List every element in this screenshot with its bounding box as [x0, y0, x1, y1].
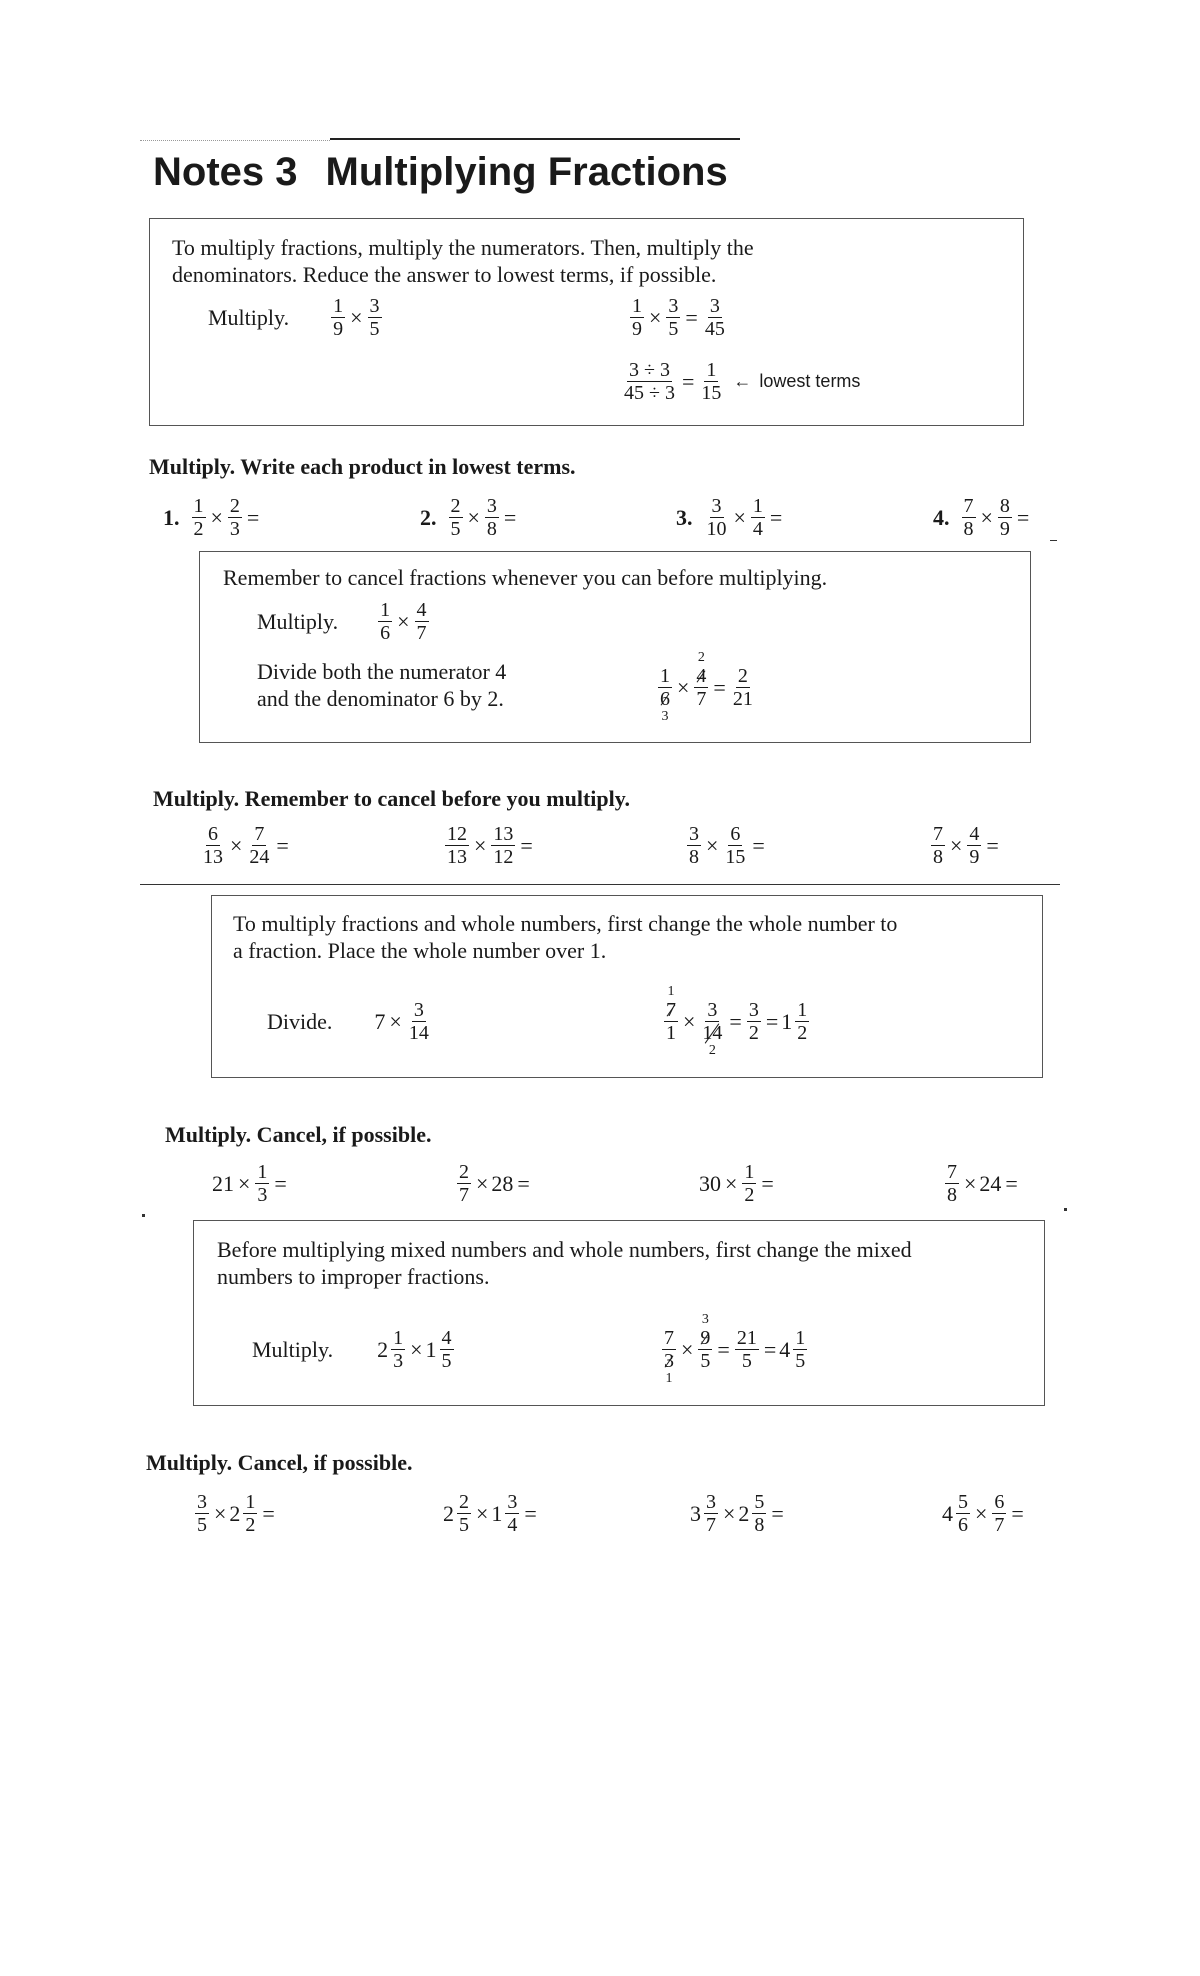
rule-line-1: Before multiplying mixed numbers and whole numbers, first change the mixed [217, 1237, 912, 1262]
equals-sign: = [524, 1500, 537, 1526]
fraction: $\frac{3}{45}$ [704, 295, 725, 340]
equals-sign: = [765, 1008, 779, 1034]
fraction: $\frac{1}{15}$ [701, 359, 722, 404]
equals-sign: = [1016, 504, 1030, 530]
example-problem [208, 296, 384, 339]
times-sign: × [980, 504, 993, 530]
fraction-cancelled: 2 4 7 [696, 650, 707, 710]
fraction: $\frac{1}{9}$ [632, 295, 642, 340]
times-sign: × [214, 1500, 227, 1526]
equals-sign: = [771, 1500, 784, 1526]
fraction: $\frac{3}{14}$ [408, 999, 429, 1044]
fraction: $\frac{3 \div 3}{45 \div 3}$ [624, 359, 675, 404]
fraction: $\frac{3}{8}$ [486, 495, 497, 540]
rule-line-2: numbers to improper fractions. [217, 1264, 490, 1289]
fraction: $\frac{1}{5}$ [795, 1327, 806, 1372]
fraction-cancelled: 1 6 3 [660, 665, 670, 724]
fraction: $\frac{1}{4}$ [752, 495, 763, 540]
example-solution: 7 3 1 × 3 9 5 = $\frac{21}{5}$ = 4 $\frac{1}{5}$ [664, 1312, 806, 1386]
fraction: $\frac{6}{15}$ [725, 823, 746, 868]
rule-text [223, 564, 827, 591]
equals-sign: = [769, 504, 783, 530]
problem-3 [676, 496, 785, 539]
fraction: $\frac{1}{3}$ [257, 1161, 268, 1206]
fraction: $\frac{1}{2}$ [744, 1161, 755, 1206]
stray-mark [1050, 540, 1057, 541]
example-label: Multiply. [257, 608, 339, 634]
stray-mark [1064, 1208, 1067, 1211]
fraction: $\frac{4}{9}$ [969, 823, 980, 868]
fraction: $\frac{1}{3}$ [393, 1327, 404, 1372]
times-sign: × [950, 832, 963, 858]
mixed-problem-3: 3 $\frac{3}{7}$ × 2 $\frac{5}{8}$ = [690, 1491, 784, 1536]
section-divider [140, 884, 1060, 885]
fraction: $\frac{2}{3}$ [229, 495, 240, 540]
mixed-problem-2: 2 $\frac{2}{5}$ × 1 $\frac{3}{4}$ = [443, 1491, 537, 1536]
whole-problem-1: 21 × $\frac{1}{3}$ = [212, 1161, 287, 1206]
fraction: $\frac{3}{7}$ [706, 1491, 716, 1536]
equals-sign: = [681, 368, 695, 394]
fraction: $\frac{2}{5}$ [450, 495, 461, 540]
fraction: $\frac{5}{8}$ [754, 1491, 765, 1536]
times-sign: × [210, 504, 223, 530]
stray-mark [142, 1214, 145, 1217]
fraction-cancelled: 7 3 1 [664, 1327, 674, 1386]
equals-sign: = [986, 832, 999, 858]
equals-sign: = [1011, 1500, 1024, 1526]
rule-text [233, 910, 897, 964]
notes-label: Notes 3 [153, 150, 298, 194]
equals-sign: = [517, 1170, 530, 1196]
fraction: $\frac{3}{2}$ [748, 999, 759, 1044]
section-heading: Multiply. Write each product in lowest terms. [149, 454, 576, 479]
equals-sign: = [503, 504, 517, 530]
cancel-problem-4 [929, 824, 1002, 867]
fraction: $\frac{3}{8}$ [689, 823, 699, 868]
fraction: $\frac{1}{6}$ [380, 599, 391, 644]
whole-problem-4: $\frac{7}{8}$ × 24 = [947, 1161, 1018, 1206]
times-sign: × [474, 832, 487, 858]
title-rule [330, 138, 740, 140]
mixed-problem-1: $\frac{3}{5}$ × 2 $\frac{1}{2}$ = [197, 1491, 275, 1536]
fraction: $\frac{2}{7}$ [459, 1161, 469, 1206]
problem-number: 3. [676, 504, 693, 530]
section-heading: Multiply. Cancel, if possible. [146, 1450, 413, 1475]
example-problem: Multiply. 2 $\frac{1}{3}$ × 1 $\frac{4}{5}$ [252, 1327, 452, 1372]
problem-number: 2. [420, 504, 437, 530]
equals-sign: = [717, 1336, 730, 1362]
problem-1 [163, 496, 262, 539]
rule-line-1: Remember to cancel fractions whenever you can before multiplying. [223, 565, 828, 590]
fraction: $\frac{3}{10}$ [706, 495, 727, 540]
cancel-problem-1 [199, 824, 292, 867]
fraction: $\frac{7}{24}$ [249, 823, 270, 868]
fraction-cancelled: 3 9 5 [700, 1312, 711, 1372]
fraction: $\frac{4}{7}$ [416, 599, 427, 644]
equals-sign: = [262, 1500, 275, 1526]
title-rule-dotted [140, 140, 330, 141]
lowest-terms-note: lowest terms [759, 371, 861, 391]
fraction: $\frac{21}{5}$ [736, 1327, 757, 1372]
equals-sign: = [685, 304, 698, 330]
times-sign: × [230, 832, 243, 858]
fraction: $\frac{7}{8}$ [963, 495, 974, 540]
fraction: $\frac{3}{5}$ [369, 295, 380, 340]
example-label: Divide. [267, 1008, 333, 1034]
times-sign: × [350, 304, 363, 330]
equals-sign: = [752, 832, 765, 858]
rule-line-1: To multiply fractions, multiply the numerators. Then, multiply the [172, 235, 754, 260]
times-sign: × [397, 608, 410, 634]
cancel-problem-3 [685, 824, 768, 867]
section-heading: Multiply. Cancel, if possible. [165, 1122, 432, 1147]
page-title [153, 150, 728, 195]
whole-problem-3: 30 × $\frac{1}{2}$ = [699, 1161, 774, 1206]
equals-sign: = [246, 504, 260, 530]
fraction: $\frac{7}{8}$ [947, 1161, 957, 1206]
cancel-problem-2 [443, 824, 536, 867]
rule-line-1: To multiply fractions and whole numbers, first change the whole number to [233, 911, 898, 936]
fraction: $\frac{2}{21}$ [732, 665, 753, 710]
whole-problem-2: $\frac{2}{7}$ × 28 = [459, 1161, 530, 1206]
rule-text [172, 234, 754, 288]
problem-number: 4. [933, 504, 950, 530]
example-solution [656, 650, 757, 724]
example-label: Multiply. [252, 1336, 334, 1362]
times-sign: × [677, 674, 690, 700]
equals-sign: = [274, 1170, 287, 1196]
times-sign: × [467, 504, 480, 530]
example-explanation [257, 658, 506, 712]
fraction: $\frac{3}{4}$ [507, 1491, 518, 1536]
example-solution: 1 7 1 × 3 14 2 = $\frac{3}{2}$ = 1 $\frac{1}{2}$ [666, 984, 808, 1058]
times-sign: × [733, 504, 746, 530]
fraction: $\frac{2}{5}$ [459, 1491, 469, 1536]
equals-sign: = [761, 1170, 774, 1196]
example-solution-step-1 [628, 296, 729, 339]
explanation-line-1: Divide both the numerator 4 [257, 659, 507, 684]
fraction: $\frac{5}{6}$ [958, 1491, 968, 1536]
times-sign: × [476, 1170, 489, 1196]
problem-4 [933, 496, 1032, 539]
mixed-problem-4: 4 $\frac{5}{6}$ × $\frac{6}{7}$ = [942, 1491, 1024, 1536]
fraction: $\frac{4}{5}$ [441, 1327, 452, 1372]
times-sign: × [238, 1170, 251, 1196]
fraction-cancelled: 1 7 1 [666, 984, 676, 1044]
fraction: $\frac{6}{13}$ [203, 823, 223, 868]
times-sign: × [975, 1500, 988, 1526]
times-sign: × [389, 1008, 402, 1034]
example-problem [257, 600, 431, 643]
example-problem: Divide. 7 × $\frac{3}{14}$ [267, 999, 429, 1044]
title-heading: Multiplying Fractions [325, 150, 728, 194]
equals-sign: = [729, 1008, 742, 1034]
times-sign: × [723, 1500, 736, 1526]
fraction: $\frac{6}{7}$ [994, 1491, 1005, 1536]
fraction: $\frac{1}{9}$ [333, 295, 344, 340]
fraction: $\frac{8}{9}$ [999, 495, 1010, 540]
fraction: $\frac{12}{13}$ [447, 823, 467, 868]
fraction: $\frac{13}{12}$ [493, 823, 514, 868]
rule-line-2: a fraction. Place the whole number over 1. [233, 938, 607, 963]
times-sign: × [649, 304, 662, 330]
times-sign: × [683, 1008, 696, 1034]
problem-number: 1. [163, 504, 180, 530]
fraction-cancelled: 3 14 2 [702, 999, 723, 1058]
times-sign: × [681, 1336, 694, 1362]
times-sign: × [725, 1170, 738, 1196]
times-sign: × [476, 1500, 489, 1526]
section-heading: Multiply. Remember to cancel before you multiply. [153, 786, 631, 811]
fraction: $\frac{3}{5}$ [668, 295, 679, 340]
arrow-icon: ← [733, 371, 752, 391]
times-sign: × [410, 1336, 423, 1362]
fraction: $\frac{3}{5}$ [197, 1491, 207, 1536]
explanation-line-2: and the denominator 6 by 2. [257, 686, 504, 711]
equals-sign: = [713, 674, 726, 700]
rule-line-2: denominators. Reduce the answer to lowest terms, if possible. [172, 262, 717, 287]
equals-sign: = [763, 1336, 777, 1362]
fraction: $\frac{7}{8}$ [933, 823, 943, 868]
example-label: Multiply. [208, 304, 290, 330]
times-sign: × [964, 1170, 977, 1196]
fraction: $\frac{1}{2}$ [193, 495, 204, 540]
times-sign: × [706, 832, 719, 858]
fraction: $\frac{1}{2}$ [245, 1491, 256, 1536]
problem-2 [420, 496, 519, 539]
fraction: $\frac{1}{2}$ [797, 999, 808, 1044]
example-solution-step-2 [620, 360, 860, 403]
equals-sign: = [276, 832, 289, 858]
equals-sign: = [520, 832, 533, 858]
equals-sign: = [1005, 1170, 1018, 1196]
rule-text [217, 1236, 912, 1290]
